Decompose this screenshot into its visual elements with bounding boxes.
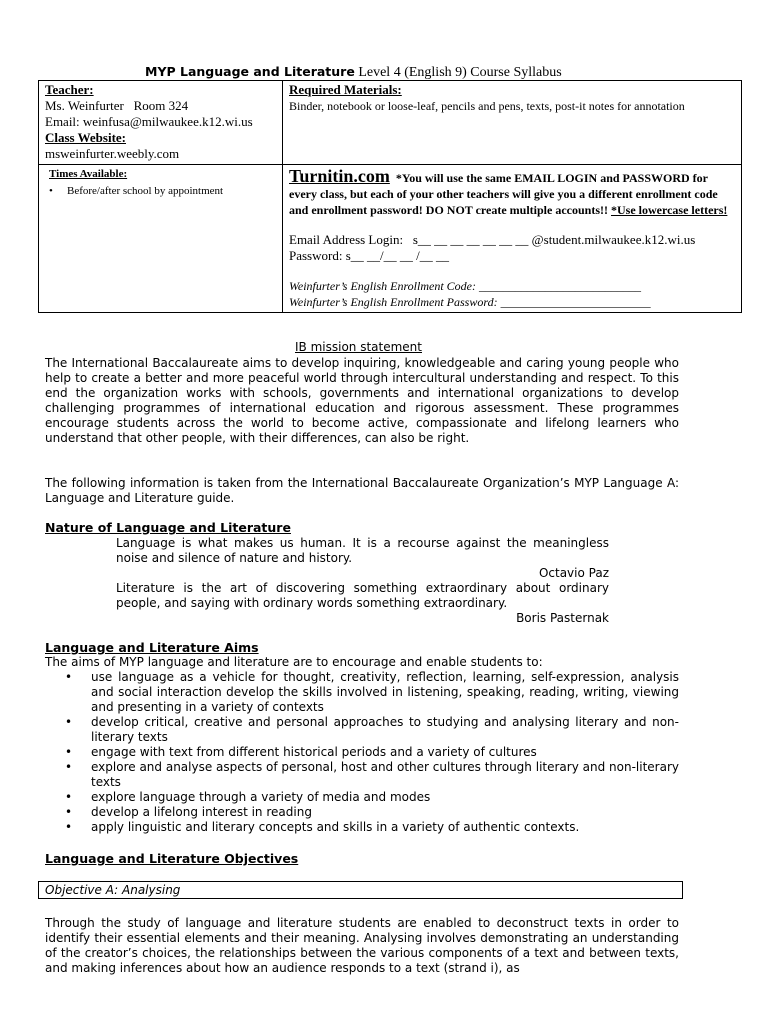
objective-a-box: Objective A: Analysing <box>38 881 683 899</box>
aims-intro: The aims of MYP language and literature are to encourage and enable students to: <box>45 655 543 669</box>
times-item <box>49 183 277 199</box>
turnitin-instructions <box>289 168 736 218</box>
aims-item-text: develop critical, creative and personal approaches to studying and analysing literary and non-literary texts <box>91 715 679 744</box>
aims-list-item <box>45 790 679 805</box>
aims-list-item <box>45 715 679 745</box>
bullet-icon: • <box>49 185 53 197</box>
materials-text: Binder, notebook or loose-leaf, pencils and pens, texts, post-it notes for annotation <box>289 99 685 113</box>
times-item-text: Before/after school by appointment <box>67 185 224 197</box>
title-rest: Level 4 (English 9) Course Syllabus <box>354 65 562 80</box>
teacher-name-room: Ms. Weinfurter Room 324 <box>45 98 189 113</box>
aims-item-text: explore language through a variety of media and modes <box>91 790 431 804</box>
page-title <box>145 64 665 81</box>
bullet-icon: • <box>65 670 73 684</box>
teacher-heading: Teacher: <box>45 82 94 97</box>
objective-a-text: Through the study of language and literature students are enabled to deconstruct texts in order to identify their essential elements and their meaning. Analysing involves demonstrating an understanding of the creator’s choices, the relationships between the various components of a text and between texts, and making inferences about how an audience responds to a text (strand i), as <box>45 916 679 975</box>
bullet-icon: • <box>65 790 73 804</box>
turnitin-lowercase-note: *Use lowercase letters! <box>611 203 728 217</box>
email-login: Email Address Login: s__ __ __ __ __ __ __ @student.milwaukee.k12.wi.us <box>289 232 696 247</box>
aims-list <box>45 670 679 835</box>
author-pasternak: Boris Pasternak <box>516 611 609 625</box>
objectives-heading: Language and Literature Objectives <box>45 851 299 866</box>
aims-item-text: develop a lifelong interest in reading <box>91 805 312 819</box>
aims-item-text: apply linguistic and literary concepts and skills in a variety of authentic contexts. <box>91 820 580 834</box>
aims-item-text: explore and analyse aspects of personal, host and other cultures through literary and non-literary texts <box>91 760 679 789</box>
aims-item-text: use language as a vehicle for thought, creativity, reflection, learning, self-expression, analysis and social interaction develop the skills involved in listening, speaking, reading, writing, viewing and presenting in a variety of contexts <box>91 670 679 714</box>
materials-heading: Required Materials: <box>289 82 402 97</box>
turnitin-text: *You will use the same EMAIL LOGIN and PASSWORD for every class, but each of your other teachers will give you a different enrollment code and enrollment password! DO NOT create multiple accounts!! <box>289 171 721 217</box>
info-table <box>38 80 742 313</box>
bullet-icon: • <box>65 760 73 774</box>
mission-heading: IB mission statement <box>295 340 422 354</box>
aims-list-item <box>45 760 679 790</box>
aims-list-item <box>45 820 679 835</box>
quote-pasternak: Literature is the art of discovering something extraordinary about ordinary people, and saying with ordinary words something extraordinary. <box>116 581 609 610</box>
teacher-email: Email: weinfusa@milwaukee.k12.wi.us <box>45 114 253 129</box>
aims-item-text: engage with text from different historical periods and a variety of cultures <box>91 745 537 759</box>
quote-paz: Language is what makes us human. It is a recourse against the meaningless noise and silence of nature and history. <box>116 536 609 565</box>
author-paz: Octavio Paz <box>538 566 609 580</box>
times-heading: Times Available: <box>49 168 128 180</box>
times-cell <box>39 165 283 313</box>
enroll-password: Weinfurter’s English Enrollment Password: _________________________ <box>289 295 651 309</box>
bullet-icon: • <box>65 715 73 729</box>
aims-list-item <box>45 805 679 820</box>
aims-list-item <box>45 745 679 760</box>
class-website: msweinfurter.weebly.com <box>45 146 180 161</box>
bullet-icon: • <box>65 820 73 834</box>
mission-text: The International Baccalaureate aims to develop inquiring, knowledgeable and caring young people who help to create a better and more peaceful world through intercultural understanding and respect. To this end the organization works with schools, governments and international organizations to develop challenging programmes of international education and rigorous assessment. These programmes encourage students across the world to become active, compassionate and lifelong learners who understand that other people, with their differences, can also be right. <box>45 356 679 445</box>
turnitin-cell <box>283 165 742 313</box>
nature-heading: Nature of Language and Literature <box>45 520 291 535</box>
teacher-cell <box>39 81 283 165</box>
class-website-heading: Class Website: <box>45 130 127 145</box>
enroll-code: Weinfurter’s English Enrollment Code: ___________________________ <box>289 279 641 293</box>
materials-cell <box>283 81 742 165</box>
aims-list-item <box>45 670 679 715</box>
bullet-icon: • <box>65 805 73 819</box>
login-block <box>289 232 736 264</box>
turnitin-logo: Turnitin.com <box>289 166 390 186</box>
title-bold: MYP Language and Literature <box>145 64 355 79</box>
aims-heading: Language and Literature Aims <box>45 640 259 655</box>
bullet-icon: • <box>65 745 73 759</box>
password-line: Password: s__ __/__ __ /__ __ <box>289 248 449 263</box>
source-note: The following information is taken from the International Baccalaureate Organization’s MYP Language A: Language and Literature guide. <box>45 476 679 505</box>
enroll-block <box>289 278 736 310</box>
